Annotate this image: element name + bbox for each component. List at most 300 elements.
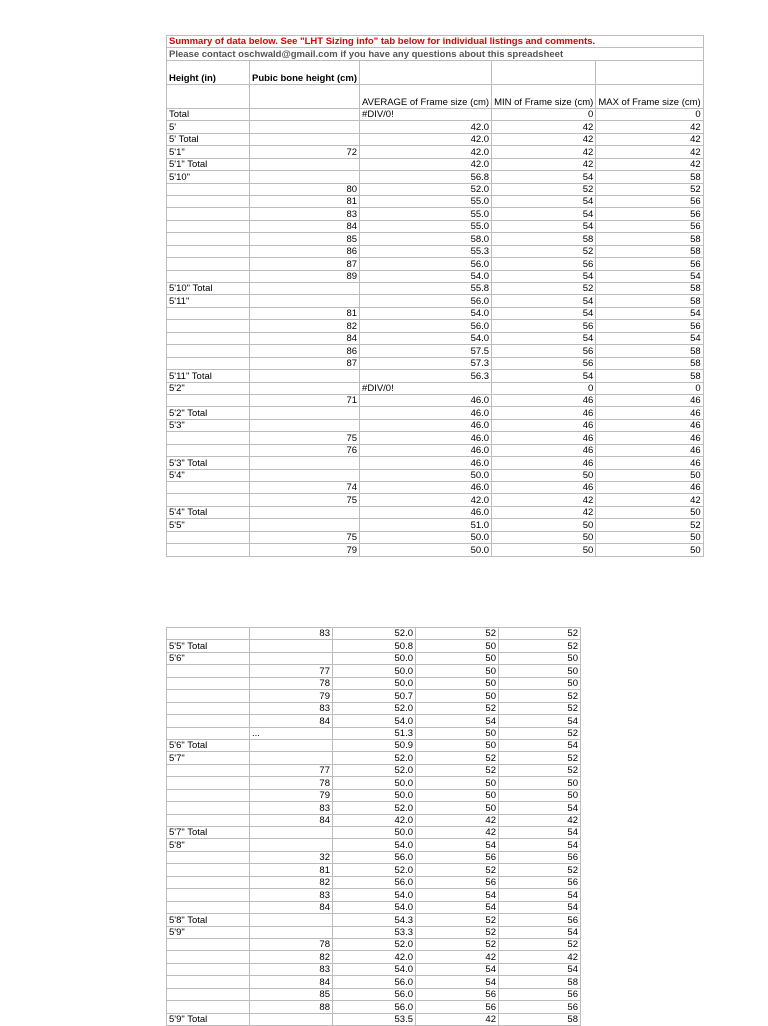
avg-frame-cell[interactable]: 54.3 xyxy=(333,914,416,926)
avg-frame-cell[interactable]: 55.0 xyxy=(360,208,492,220)
min-frame-cell[interactable]: 54 xyxy=(416,715,499,727)
min-frame-cell[interactable]: 54 xyxy=(492,332,596,344)
pubic-height-cell[interactable] xyxy=(250,739,333,751)
height-cell[interactable]: 5'10" xyxy=(167,171,250,183)
height-cell[interactable] xyxy=(167,307,250,319)
pubic-height-cell[interactable]: 78 xyxy=(250,777,333,789)
empty-cell[interactable] xyxy=(360,60,492,84)
avg-frame-cell[interactable]: 46.0 xyxy=(360,457,492,469)
max-frame-cell[interactable]: 52 xyxy=(499,764,581,776)
min-frame-cell[interactable]: 50 xyxy=(492,519,596,531)
avg-frame-cell[interactable]: 54.0 xyxy=(333,715,416,727)
min-frame-cell[interactable]: 52 xyxy=(416,702,499,714)
max-frame-cell[interactable]: 52 xyxy=(499,702,581,714)
height-cell[interactable] xyxy=(167,628,250,640)
min-frame-cell[interactable]: 56 xyxy=(416,851,499,863)
max-frame-cell[interactable]: 46 xyxy=(596,394,703,406)
max-frame-cell[interactable]: 58 xyxy=(499,1013,581,1025)
pubic-height-cell[interactable] xyxy=(250,469,360,481)
min-frame-cell[interactable]: 50 xyxy=(416,690,499,702)
avg-frame-cell[interactable]: 52.0 xyxy=(333,864,416,876)
height-cell[interactable] xyxy=(167,764,250,776)
avg-frame-cell[interactable]: 50.0 xyxy=(333,677,416,689)
pubic-height-cell[interactable] xyxy=(250,283,360,295)
max-frame-cell[interactable]: 58 xyxy=(596,345,703,357)
min-frame-cell[interactable]: 50 xyxy=(416,789,499,801)
avg-frame-cell[interactable]: 46.0 xyxy=(360,394,492,406)
pubic-height-cell[interactable] xyxy=(250,839,333,851)
max-frame-cell[interactable]: 54 xyxy=(499,715,581,727)
max-frame-cell[interactable]: 52 xyxy=(499,864,581,876)
height-header-cell[interactable]: Height (in) xyxy=(167,60,250,84)
pubic-height-cell[interactable]: 84 xyxy=(250,976,333,988)
min-frame-cell[interactable]: 50 xyxy=(492,531,596,543)
pubic-height-cell[interactable]: 86 xyxy=(250,345,360,357)
max-frame-cell[interactable]: 54 xyxy=(499,901,581,913)
height-cell[interactable]: 5'9" xyxy=(167,926,250,938)
pubic-height-cell[interactable]: 85 xyxy=(250,988,333,1000)
height-cell[interactable] xyxy=(167,951,250,963)
height-cell[interactable] xyxy=(167,938,250,950)
min-frame-cell[interactable]: 42 xyxy=(492,133,596,145)
pubic-height-cell[interactable] xyxy=(250,295,360,307)
max-frame-cell[interactable]: 50 xyxy=(499,777,581,789)
height-cell[interactable] xyxy=(167,690,250,702)
pubic-height-cell[interactable]: 78 xyxy=(250,677,333,689)
avg-frame-cell[interactable]: 52.0 xyxy=(333,764,416,776)
height-cell[interactable] xyxy=(167,195,250,207)
height-cell[interactable] xyxy=(167,777,250,789)
pubic-height-cell[interactable]: 84 xyxy=(250,715,333,727)
pubic-height-cell[interactable]: 82 xyxy=(250,320,360,332)
min-frame-cell[interactable]: 52 xyxy=(416,628,499,640)
pubic-height-cell[interactable]: 89 xyxy=(250,270,360,282)
pubic-height-cell[interactable]: 72 xyxy=(250,146,360,158)
min-header-cell[interactable]: MIN of Frame size (cm) xyxy=(492,84,596,108)
avg-frame-cell[interactable]: 52.0 xyxy=(333,702,416,714)
max-frame-cell[interactable]: 46 xyxy=(596,407,703,419)
min-frame-cell[interactable]: 54 xyxy=(492,295,596,307)
pubic-height-cell[interactable] xyxy=(250,519,360,531)
height-cell[interactable] xyxy=(167,988,250,1000)
min-frame-cell[interactable]: 50 xyxy=(416,677,499,689)
empty-cell[interactable] xyxy=(167,84,250,108)
max-frame-cell[interactable]: 54 xyxy=(499,889,581,901)
pubic-height-cell[interactable] xyxy=(250,914,333,926)
min-frame-cell[interactable]: 0 xyxy=(492,382,596,394)
max-frame-cell[interactable]: 56 xyxy=(499,1001,581,1013)
max-frame-cell[interactable]: 0 xyxy=(596,382,703,394)
pubic-height-cell[interactable]: 81 xyxy=(250,864,333,876)
pubic-height-cell[interactable]: 88 xyxy=(250,1001,333,1013)
max-frame-cell[interactable]: 56 xyxy=(596,258,703,270)
height-cell[interactable]: 5'1" xyxy=(167,146,250,158)
min-frame-cell[interactable]: 54 xyxy=(416,976,499,988)
pubic-height-cell[interactable] xyxy=(250,382,360,394)
pubic-height-cell[interactable]: 78 xyxy=(250,938,333,950)
pubic-height-cell[interactable]: 83 xyxy=(250,702,333,714)
height-cell[interactable]: Total xyxy=(167,108,250,120)
avg-frame-cell[interactable]: 53.5 xyxy=(333,1013,416,1025)
avg-frame-cell[interactable]: 55.0 xyxy=(360,220,492,232)
avg-frame-cell[interactable]: 42.0 xyxy=(360,494,492,506)
max-frame-cell[interactable]: 46 xyxy=(596,419,703,431)
max-frame-cell[interactable]: 46 xyxy=(596,444,703,456)
max-frame-cell[interactable]: 42 xyxy=(596,121,703,133)
height-cell[interactable]: 5'4" Total xyxy=(167,506,250,518)
min-frame-cell[interactable]: 50 xyxy=(416,777,499,789)
height-cell[interactable] xyxy=(167,245,250,257)
max-frame-cell[interactable]: 52 xyxy=(499,752,581,764)
min-frame-cell[interactable]: 42 xyxy=(492,494,596,506)
avg-frame-cell[interactable]: 54.0 xyxy=(333,963,416,975)
avg-frame-cell[interactable]: 42.0 xyxy=(360,158,492,170)
max-frame-cell[interactable]: 52 xyxy=(499,690,581,702)
avg-frame-cell[interactable]: 50.0 xyxy=(333,827,416,839)
max-frame-cell[interactable]: 42 xyxy=(596,133,703,145)
min-frame-cell[interactable]: 46 xyxy=(492,419,596,431)
max-frame-cell[interactable]: 50 xyxy=(499,665,581,677)
avg-frame-cell[interactable]: 56.0 xyxy=(333,851,416,863)
pubic-height-cell[interactable]: 79 xyxy=(250,789,333,801)
min-frame-cell[interactable]: 54 xyxy=(492,171,596,183)
max-frame-cell[interactable]: 50 xyxy=(499,789,581,801)
pubic-height-cell[interactable]: ... xyxy=(250,727,333,739)
pubic-height-cell[interactable] xyxy=(250,640,333,652)
max-frame-cell[interactable]: 52 xyxy=(596,519,703,531)
avg-frame-cell[interactable]: 56.0 xyxy=(333,988,416,1000)
height-cell[interactable] xyxy=(167,394,250,406)
height-cell[interactable]: 5'6" xyxy=(167,652,250,664)
avg-frame-cell[interactable]: 50.0 xyxy=(333,789,416,801)
pubic-height-cell[interactable]: 77 xyxy=(250,764,333,776)
height-cell[interactable] xyxy=(167,727,250,739)
avg-frame-cell[interactable]: 42.0 xyxy=(333,951,416,963)
min-frame-cell[interactable]: 56 xyxy=(416,1001,499,1013)
height-cell[interactable] xyxy=(167,220,250,232)
min-frame-cell[interactable]: 54 xyxy=(416,889,499,901)
height-cell[interactable] xyxy=(167,864,250,876)
max-frame-cell[interactable]: 56 xyxy=(596,208,703,220)
max-frame-cell[interactable]: 58 xyxy=(596,233,703,245)
height-cell[interactable]: 5'4" xyxy=(167,469,250,481)
pubic-height-cell[interactable]: 71 xyxy=(250,394,360,406)
pubic-height-cell[interactable] xyxy=(250,133,360,145)
avg-frame-cell[interactable]: #DIV/0! xyxy=(360,108,492,120)
avg-frame-cell[interactable]: 42.0 xyxy=(333,814,416,826)
avg-frame-cell[interactable]: 52.0 xyxy=(333,752,416,764)
min-frame-cell[interactable]: 54 xyxy=(492,195,596,207)
min-frame-cell[interactable]: 46 xyxy=(492,457,596,469)
avg-frame-cell[interactable]: 55.0 xyxy=(360,195,492,207)
height-cell[interactable] xyxy=(167,494,250,506)
min-frame-cell[interactable]: 50 xyxy=(492,544,596,556)
pubic-height-cell[interactable]: 87 xyxy=(250,258,360,270)
max-frame-cell[interactable]: 42 xyxy=(596,494,703,506)
max-frame-cell[interactable]: 58 xyxy=(499,976,581,988)
min-frame-cell[interactable]: 0 xyxy=(492,108,596,120)
pubic-header-cell[interactable]: Pubic bone height (cm) xyxy=(250,60,360,84)
pubic-height-cell[interactable] xyxy=(250,457,360,469)
pubic-height-cell[interactable]: 83 xyxy=(250,889,333,901)
min-frame-cell[interactable]: 54 xyxy=(416,963,499,975)
height-cell[interactable] xyxy=(167,901,250,913)
avg-frame-cell[interactable]: 53.3 xyxy=(333,926,416,938)
min-frame-cell[interactable]: 42 xyxy=(416,1013,499,1025)
height-cell[interactable] xyxy=(167,432,250,444)
min-frame-cell[interactable]: 52 xyxy=(416,864,499,876)
max-frame-cell[interactable]: 54 xyxy=(499,739,581,751)
height-cell[interactable] xyxy=(167,345,250,357)
min-frame-cell[interactable]: 58 xyxy=(492,233,596,245)
max-frame-cell[interactable]: 54 xyxy=(596,332,703,344)
height-cell[interactable] xyxy=(167,320,250,332)
max-frame-cell[interactable]: 56 xyxy=(596,195,703,207)
avg-frame-cell[interactable]: 46.0 xyxy=(360,444,492,456)
min-frame-cell[interactable]: 42 xyxy=(416,827,499,839)
max-frame-cell[interactable]: 56 xyxy=(499,914,581,926)
height-cell[interactable]: 5'7" Total xyxy=(167,827,250,839)
avg-frame-cell[interactable]: 52.0 xyxy=(333,938,416,950)
pubic-height-cell[interactable]: 75 xyxy=(250,494,360,506)
avg-frame-cell[interactable]: 42.0 xyxy=(360,121,492,133)
height-cell[interactable]: 5'3" Total xyxy=(167,457,250,469)
height-cell[interactable]: 5'2" Total xyxy=(167,407,250,419)
height-cell[interactable] xyxy=(167,889,250,901)
height-cell[interactable]: 5'1" Total xyxy=(167,158,250,170)
max-frame-cell[interactable]: 58 xyxy=(596,283,703,295)
height-cell[interactable]: 5'9" Total xyxy=(167,1013,250,1025)
avg-frame-cell[interactable]: 52.0 xyxy=(333,802,416,814)
max-frame-cell[interactable]: 56 xyxy=(499,851,581,863)
min-frame-cell[interactable]: 50 xyxy=(492,469,596,481)
avg-frame-cell[interactable]: 42.0 xyxy=(360,133,492,145)
pubic-height-cell[interactable]: 84 xyxy=(250,332,360,344)
height-cell[interactable]: 5'5" xyxy=(167,519,250,531)
max-header-cell[interactable]: MAX of Frame size (cm) xyxy=(596,84,703,108)
avg-frame-cell[interactable]: 51.3 xyxy=(333,727,416,739)
min-frame-cell[interactable]: 50 xyxy=(416,727,499,739)
min-frame-cell[interactable]: 50 xyxy=(416,640,499,652)
height-cell[interactable] xyxy=(167,544,250,556)
min-frame-cell[interactable]: 56 xyxy=(416,876,499,888)
height-cell[interactable] xyxy=(167,715,250,727)
avg-frame-cell[interactable]: 51.0 xyxy=(360,519,492,531)
height-cell[interactable] xyxy=(167,677,250,689)
min-frame-cell[interactable]: 42 xyxy=(492,506,596,518)
min-frame-cell[interactable]: 46 xyxy=(492,432,596,444)
avg-frame-cell[interactable]: 54.0 xyxy=(360,270,492,282)
pubic-height-cell[interactable]: 84 xyxy=(250,814,333,826)
max-frame-cell[interactable]: 42 xyxy=(596,158,703,170)
pubic-height-cell[interactable]: 82 xyxy=(250,876,333,888)
min-frame-cell[interactable]: 42 xyxy=(492,158,596,170)
max-frame-cell[interactable]: 54 xyxy=(499,926,581,938)
min-frame-cell[interactable]: 46 xyxy=(492,444,596,456)
empty-cell[interactable] xyxy=(596,60,703,84)
pubic-height-cell[interactable] xyxy=(250,652,333,664)
height-cell[interactable] xyxy=(167,208,250,220)
min-frame-cell[interactable]: 52 xyxy=(492,183,596,195)
avg-frame-cell[interactable]: 46.0 xyxy=(360,506,492,518)
pubic-height-cell[interactable] xyxy=(250,171,360,183)
max-frame-cell[interactable]: 50 xyxy=(499,677,581,689)
height-cell[interactable] xyxy=(167,1001,250,1013)
avg-frame-cell[interactable]: 56.0 xyxy=(360,295,492,307)
pubic-height-cell[interactable]: 77 xyxy=(250,665,333,677)
max-frame-cell[interactable]: 56 xyxy=(499,988,581,1000)
max-frame-cell[interactable]: 58 xyxy=(596,171,703,183)
max-frame-cell[interactable]: 52 xyxy=(499,727,581,739)
avg-frame-cell[interactable]: 46.0 xyxy=(360,432,492,444)
avg-frame-cell[interactable]: 50.7 xyxy=(333,690,416,702)
avg-frame-cell[interactable]: 56.0 xyxy=(360,258,492,270)
height-cell[interactable] xyxy=(167,876,250,888)
min-frame-cell[interactable]: 56 xyxy=(492,357,596,369)
pubic-height-cell[interactable]: 75 xyxy=(250,531,360,543)
min-frame-cell[interactable]: 46 xyxy=(492,482,596,494)
pubic-height-cell[interactable]: 86 xyxy=(250,245,360,257)
pubic-height-cell[interactable] xyxy=(250,158,360,170)
avg-frame-cell[interactable]: 42.0 xyxy=(360,146,492,158)
max-frame-cell[interactable]: 54 xyxy=(499,827,581,839)
avg-frame-cell[interactable]: 56.0 xyxy=(333,1001,416,1013)
min-frame-cell[interactable]: 42 xyxy=(416,814,499,826)
pubic-height-cell[interactable]: 79 xyxy=(250,544,360,556)
avg-frame-cell[interactable]: 46.0 xyxy=(360,407,492,419)
avg-frame-cell[interactable]: 56.0 xyxy=(360,320,492,332)
avg-frame-cell[interactable]: 50.0 xyxy=(360,531,492,543)
height-cell[interactable] xyxy=(167,814,250,826)
contact-cell[interactable]: Please contact oschwald@gmail.com if you have any questions about this spreadsheet xyxy=(167,48,704,60)
max-frame-cell[interactable]: 50 xyxy=(596,469,703,481)
min-frame-cell[interactable]: 56 xyxy=(492,345,596,357)
min-frame-cell[interactable]: 52 xyxy=(416,926,499,938)
min-frame-cell[interactable]: 54 xyxy=(492,370,596,382)
pubic-height-cell[interactable] xyxy=(250,121,360,133)
height-cell[interactable]: 5'8" xyxy=(167,839,250,851)
min-frame-cell[interactable]: 46 xyxy=(492,394,596,406)
max-frame-cell[interactable]: 58 xyxy=(596,295,703,307)
height-cell[interactable] xyxy=(167,802,250,814)
avg-frame-cell[interactable]: 56.3 xyxy=(360,370,492,382)
height-cell[interactable]: 5'3" xyxy=(167,419,250,431)
height-cell[interactable] xyxy=(167,789,250,801)
avg-frame-cell[interactable]: 54.0 xyxy=(333,889,416,901)
pubic-height-cell[interactable]: 81 xyxy=(250,195,360,207)
min-frame-cell[interactable]: 52 xyxy=(416,764,499,776)
max-frame-cell[interactable]: 54 xyxy=(499,963,581,975)
empty-cell[interactable] xyxy=(250,84,360,108)
max-frame-cell[interactable]: 42 xyxy=(596,146,703,158)
max-frame-cell[interactable]: 54 xyxy=(499,802,581,814)
pubic-height-cell[interactable]: 84 xyxy=(250,901,333,913)
pubic-height-cell[interactable] xyxy=(250,926,333,938)
height-cell[interactable] xyxy=(167,183,250,195)
max-frame-cell[interactable]: 50 xyxy=(596,506,703,518)
pubic-height-cell[interactable]: 74 xyxy=(250,482,360,494)
max-frame-cell[interactable]: 0 xyxy=(596,108,703,120)
avg-frame-cell[interactable]: 55.8 xyxy=(360,283,492,295)
height-cell[interactable]: 5'2" xyxy=(167,382,250,394)
height-cell[interactable] xyxy=(167,482,250,494)
height-cell[interactable] xyxy=(167,270,250,282)
max-frame-cell[interactable]: 58 xyxy=(596,245,703,257)
height-cell[interactable] xyxy=(167,963,250,975)
pubic-height-cell[interactable]: 87 xyxy=(250,357,360,369)
max-frame-cell[interactable]: 42 xyxy=(499,814,581,826)
max-frame-cell[interactable]: 52 xyxy=(596,183,703,195)
max-frame-cell[interactable]: 54 xyxy=(499,839,581,851)
max-frame-cell[interactable]: 46 xyxy=(596,432,703,444)
min-frame-cell[interactable]: 50 xyxy=(416,652,499,664)
max-frame-cell[interactable]: 52 xyxy=(499,640,581,652)
max-frame-cell[interactable]: 46 xyxy=(596,457,703,469)
min-frame-cell[interactable]: 56 xyxy=(416,988,499,1000)
avg-frame-cell[interactable]: 50.0 xyxy=(333,777,416,789)
height-cell[interactable]: 5'11" Total xyxy=(167,370,250,382)
avg-frame-cell[interactable]: 54.0 xyxy=(360,332,492,344)
min-frame-cell[interactable]: 52 xyxy=(492,283,596,295)
min-frame-cell[interactable]: 56 xyxy=(492,258,596,270)
height-cell[interactable]: 5' xyxy=(167,121,250,133)
height-cell[interactable] xyxy=(167,444,250,456)
pubic-height-cell[interactable]: 81 xyxy=(250,307,360,319)
avg-frame-cell[interactable]: 52.0 xyxy=(360,183,492,195)
height-cell[interactable] xyxy=(167,851,250,863)
max-frame-cell[interactable]: 58 xyxy=(596,357,703,369)
min-frame-cell[interactable]: 54 xyxy=(416,901,499,913)
avg-header-cell[interactable]: AVERAGE of Frame size (cm) xyxy=(360,84,492,108)
pubic-height-cell[interactable]: 85 xyxy=(250,233,360,245)
min-frame-cell[interactable]: 50 xyxy=(416,802,499,814)
min-frame-cell[interactable]: 54 xyxy=(492,220,596,232)
height-cell[interactable] xyxy=(167,976,250,988)
min-frame-cell[interactable]: 42 xyxy=(416,951,499,963)
height-cell[interactable] xyxy=(167,258,250,270)
pubic-height-cell[interactable]: 83 xyxy=(250,802,333,814)
pubic-height-cell[interactable]: 79 xyxy=(250,690,333,702)
pubic-height-cell[interactable] xyxy=(250,108,360,120)
avg-frame-cell[interactable]: 50.9 xyxy=(333,739,416,751)
min-frame-cell[interactable]: 50 xyxy=(416,665,499,677)
avg-frame-cell[interactable]: 56.0 xyxy=(333,976,416,988)
height-cell[interactable] xyxy=(167,357,250,369)
avg-frame-cell[interactable]: 50.0 xyxy=(360,469,492,481)
height-cell[interactable]: 5' Total xyxy=(167,133,250,145)
height-cell[interactable]: 5'7" xyxy=(167,752,250,764)
pubic-height-cell[interactable]: 84 xyxy=(250,220,360,232)
pubic-height-cell[interactable] xyxy=(250,370,360,382)
min-frame-cell[interactable]: 54 xyxy=(492,208,596,220)
avg-frame-cell[interactable]: 56.8 xyxy=(360,171,492,183)
avg-frame-cell[interactable]: 52.0 xyxy=(333,628,416,640)
pubic-height-cell[interactable]: 83 xyxy=(250,963,333,975)
min-frame-cell[interactable]: 52 xyxy=(492,245,596,257)
avg-frame-cell[interactable]: 46.0 xyxy=(360,482,492,494)
min-frame-cell[interactable]: 54 xyxy=(492,270,596,282)
avg-frame-cell[interactable]: 54.0 xyxy=(360,307,492,319)
height-cell[interactable] xyxy=(167,665,250,677)
pubic-height-cell[interactable]: 75 xyxy=(250,432,360,444)
avg-frame-cell[interactable]: 54.0 xyxy=(333,901,416,913)
max-frame-cell[interactable]: 58 xyxy=(596,370,703,382)
min-frame-cell[interactable]: 54 xyxy=(492,307,596,319)
height-cell[interactable] xyxy=(167,233,250,245)
min-frame-cell[interactable]: 42 xyxy=(492,146,596,158)
min-frame-cell[interactable]: 52 xyxy=(416,752,499,764)
min-frame-cell[interactable]: 42 xyxy=(492,121,596,133)
